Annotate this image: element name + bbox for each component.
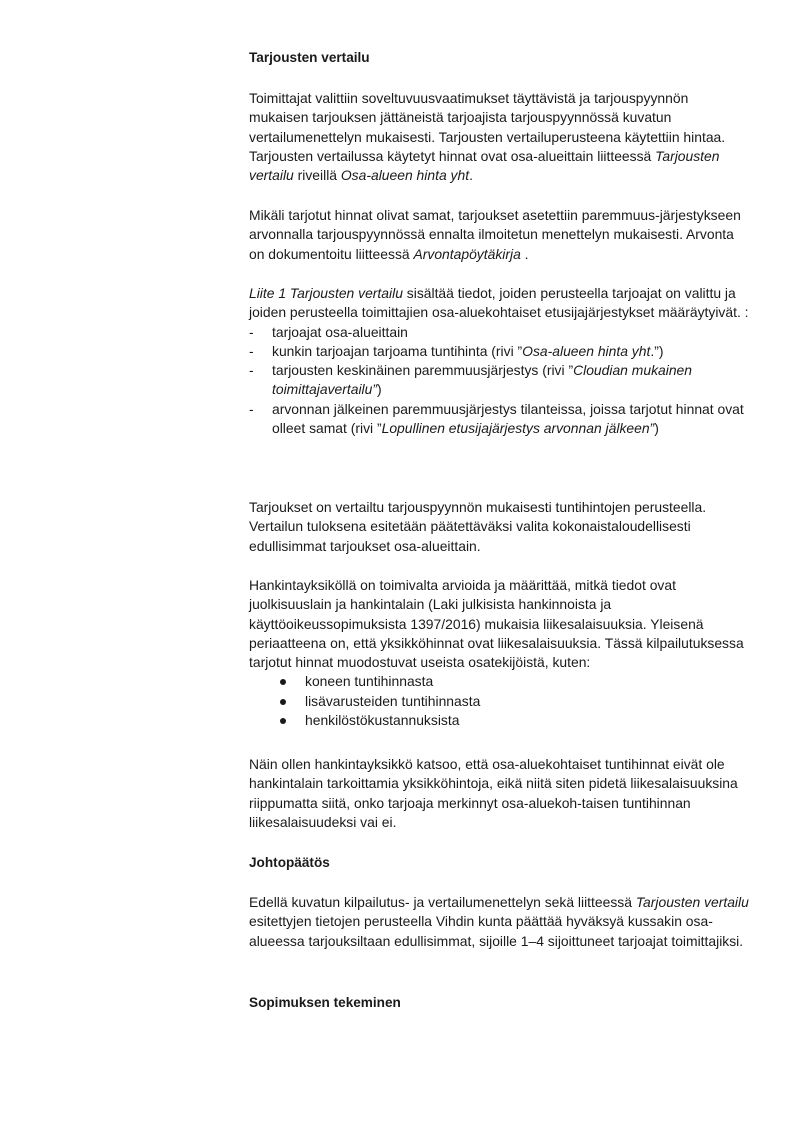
text: Mikäli tarjotut hinnat olivat samat, tarjoukset asetettiin paremmuus-järjestykseen arvonnalla tarjouspyynnössä ennalta ilmoitetun menettelyn mukaisesti. Arvonta on dokumentoitu liitteessä — [249, 207, 741, 262]
list-item — [249, 400, 749, 439]
paragraph-decision — [249, 893, 749, 951]
bullet-list — [249, 672, 749, 730]
bullet-icon — [280, 699, 286, 705]
list-item — [249, 323, 749, 342]
paragraph-unit-prices: Näin ollen hankintayksikkö katsoo, että osa-aluekohtaiset tuntihinnat eivät ole hankintalain tarkoittamia yksikköhintoja, eikä niitä siten pidetä liikesalaisuuksina riippumatta siitä, onko tarjoaja merkinnyt osa-aluekoh-taisen tuntihinnan liikesalaisuudeksi vai ei. — [249, 756, 738, 830]
italic-text: Arvontapöytäkirja — [413, 245, 521, 262]
bullet-icon — [280, 679, 286, 685]
text: kunkin tarjoajan tarjoama tuntihinta (rivi ” — [272, 342, 523, 359]
text: koneen tuntihinnasta — [305, 673, 434, 690]
italic-text: Osa-alueen hinta yht — [522, 342, 651, 359]
text: . — [469, 167, 473, 184]
text: ) — [377, 381, 382, 398]
text: .”) — [650, 342, 664, 359]
list-item — [249, 672, 749, 691]
bullet-icon — [280, 718, 286, 724]
paragraph-trade-secrets: Hankintayksiköllä on toimivalta arvioida ja määrittää, mitkä tiedot ovat juolkisuuslain ja hankintalain (Laki julkisista hankinnoista ja käyttöoikeussopimuksista 1397/2016) mukaisia liikesalaisuuksia. Yleisenä periaatteena on, että yksikköhinnat ovat liikesalaisuuksia. Tässä kilpailutuksessa tarjotut hinnat muodostuvat useista osatekijöistä, kuten: — [249, 577, 744, 671]
attachment-section — [249, 284, 749, 438]
italic-text: Tarjousten vertailu — [635, 894, 749, 910]
text: henkilöstökustannuksista — [305, 712, 460, 729]
list-item — [249, 711, 749, 730]
list-item — [249, 692, 749, 711]
italic-text: Tarjousten vertailu — [249, 147, 720, 184]
dash-marker: - — [249, 342, 254, 359]
text: lisävarusteiden tuntihinnasta — [305, 692, 481, 709]
text: sisältää tiedot, joiden perusteella tarjoajat on valittu ja joiden perusteella toimittajien osa-aluekohtaiset etusijajärjestykset määräytyivät. : — [249, 285, 749, 321]
text: . — [520, 245, 529, 262]
text: tarjoajat osa-alueittain — [272, 323, 408, 340]
text: Edellä kuvatun kilpailutus- ja vertailumenettelyn sekä liitteessä — [249, 894, 636, 910]
list-item — [249, 361, 749, 400]
heading-tarjousten-vertailu: Tarjousten vertailu — [249, 50, 370, 65]
paragraph-attachment — [249, 284, 749, 323]
text: Toimittajat valittiin soveltuvuusvaatimukset täyttävistä ja tarjouspyynnön mukaisen tarjouksen jättäneistä tarjoajista tarjouspyynnössä kuvatun vertailumenettelyn mukaisesti. Tarjousten vertailuperusteena käytettiin hintaa. Tarjousten vertailussa käytetyt hinnat ovat osa-alueittain liitteessä — [249, 90, 726, 164]
paragraph-lottery — [249, 206, 749, 264]
italic-text: Lopullinen etusijajärjestys arvonnan jälkeen” — [381, 420, 655, 437]
heading-sopimuksen-tekeminen: Sopimuksen tekeminen — [249, 995, 401, 1010]
text: tarjousten keskinäinen paremmuusjärjestys (rivi ” — [272, 362, 574, 379]
italic-text: Liite 1 Tarjousten vertailu — [249, 285, 403, 301]
text: esitettyjen tietojen perusteella Vihdin kunta päättää hyväksyä kussakin osa-alueessa tarjouksiltaan edullisimmat, sijoille 1–4 sijoittuneet tarjoajat toimittajiksi. — [249, 913, 744, 949]
dash-marker: - — [249, 400, 254, 417]
paragraph-supplier-selection — [249, 89, 749, 185]
list-item — [249, 342, 749, 361]
dash-marker: - — [249, 362, 254, 379]
trade-secret-section — [249, 576, 749, 730]
italic-text: Cloudian mukainen toimittajavertailu” — [272, 362, 692, 398]
text: ) — [654, 420, 659, 437]
paragraph-comparison-result: Tarjoukset on vertailtu tarjouspyynnön mukaisesti tuntihintojen perusteella. Vertailun tuloksena esitetään päätettäväksi valita kokonaistaloudellisesti edullisimmat tarjoukset osa-alueittain. — [249, 499, 707, 554]
italic-text: Osa-alueen hinta yht — [340, 167, 470, 184]
text: riveillä — [293, 167, 341, 184]
dash-list — [249, 323, 749, 439]
dash-marker: - — [249, 323, 254, 340]
heading-johtopaatos: Johtopäätös — [249, 855, 330, 870]
text: arvonnan jälkeinen paremmuusjärjestys tilanteissa, joissa tarjotut hinnat ovat olleet samat (rivi ” — [272, 400, 744, 437]
